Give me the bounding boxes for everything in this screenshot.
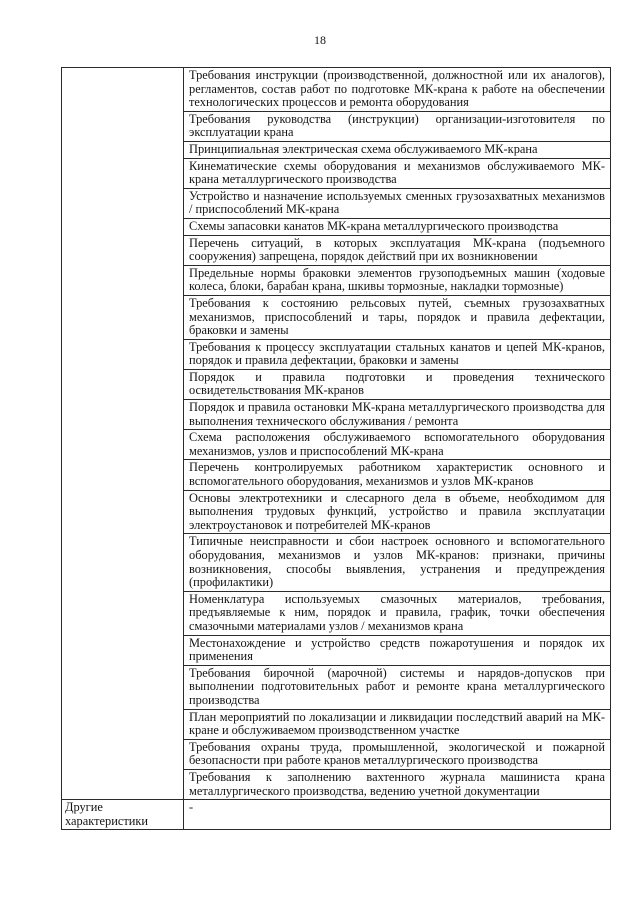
table-cell: Номенклатура используемых смазочных материалов, требования, предъявляемые к ним, порядок и правила, график, точки обеспечения смазочными материалами узлов / механизмов крана — [184, 591, 611, 635]
table-cell: Основы электротехники и слесарного дела в объеме, необходимом для выполнения трудовых функций, устройство и правила эксплуатации электроустановок и потребителей МК-кранов — [184, 490, 611, 534]
table-cell: Требования инструкции (производственной, должностной или их аналогов), регламентов, состав работ по подготовке МК-крана к работе на обеспечении технологических процессов и ремонта оборудования — [184, 68, 611, 112]
table-cell: Предельные нормы браковки элементов грузоподъемных машин (ходовые колеса, блоки, барабан крана, шкивы тормозные, накладки тормозные) — [184, 265, 611, 295]
table-cell: Требования руководства (инструкции) организации-изготовителя по эксплуатации крана — [184, 111, 611, 141]
other-characteristics-label: Другие характеристики — [62, 800, 184, 830]
table-cell: Требования бирочной (марочной) системы и нарядов-допусков при выполнении подготовительных работ и ремонте крана металлургического производства — [184, 665, 611, 709]
table-cell: Кинематические схемы оборудования и механизмов обслуживаемого МК-крана металлургического производства — [184, 158, 611, 188]
table-cell: Схемы запасовки канатов МК-крана металлургического производства — [184, 218, 611, 235]
table-cell: Типичные неисправности и сбои настроек основного и вспомогательного оборудования, механизмов и узлов МК-кранов: признаки, причины возникновения, способы выявления, устранения и предупреждения (профилактики) — [184, 534, 611, 591]
table-cell: Схема расположения обслуживаемого вспомогательного оборудования механизмов, узлов и приспособлений МК-крана — [184, 430, 611, 460]
page-number: 18 — [314, 33, 326, 47]
table-cell: Перечень ситуаций, в которых эксплуатация МК-крана (подъемного сооружения) запрещена, порядок действий при их возникновении — [184, 235, 611, 265]
table-cell: Местонахождение и устройство средств пожаротушения и порядок их применения — [184, 635, 611, 665]
row-label-empty — [62, 68, 184, 800]
table-cell: Порядок и правила подготовки и проведения технического освидетельствования МК-кранов — [184, 369, 611, 399]
table-cell: Устройство и назначение используемых сменных грузозахватных механизмов / приспособлений МК-крана — [184, 188, 611, 218]
other-characteristics-value: - — [184, 800, 611, 830]
table-cell: Требования к состоянию рельсовых путей, съемных грузозахватных механизмов, приспособлений и тары, порядок и правила дефектации, браковки и замены — [184, 295, 611, 339]
table-cell: Требования охраны труда, промышленной, экологической и пожарной безопасности при работе кранов металлургического производства — [184, 739, 611, 769]
table-row — [62, 68, 611, 112]
knowledge-table — [61, 67, 611, 830]
table-row-other — [62, 800, 611, 830]
table-cell: Перечень контролируемых работником характеристик основного и вспомогательного оборудования, механизмов и узлов МК-кранов — [184, 460, 611, 490]
table-cell: Требования к процессу эксплуатации стальных канатов и цепей МК-кранов, порядок и правила дефектации, браковки и замены — [184, 339, 611, 369]
table-cell: План мероприятий по локализации и ликвидации последствий аварий на МК-кране и обслуживаемом производственном участке — [184, 709, 611, 739]
table-cell: Принципиальная электрическая схема обслуживаемого МК-крана — [184, 141, 611, 158]
table-cell: Требования к заполнению вахтенного журнала машиниста крана металлургического производства, ведению учетной документации — [184, 769, 611, 799]
table-cell: Порядок и правила остановки МК-крана металлургического производства для выполнения технического обслуживания / ремонта — [184, 400, 611, 430]
